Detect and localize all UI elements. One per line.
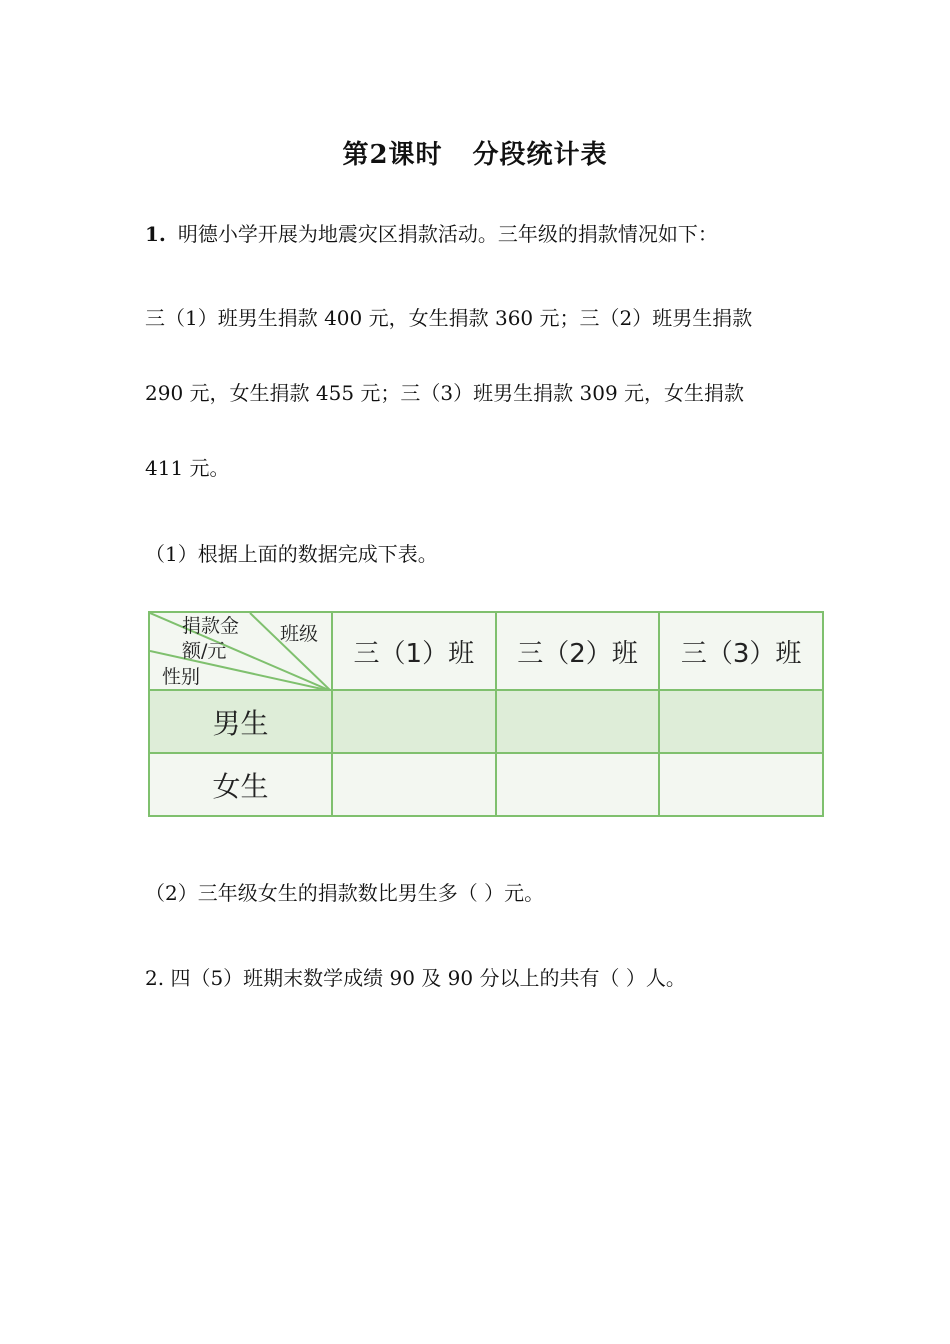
question-1-data-line-2: 290 元，女生捐款 455 元；三（3）班男生捐款 309 元，女生捐款 bbox=[145, 381, 745, 405]
answer-cell-male-class-3[interactable] bbox=[659, 690, 823, 753]
column-header-class-3: 三（3）班 bbox=[659, 612, 823, 690]
corner-amount-label-line-2: 额/元 bbox=[182, 640, 227, 662]
corner-gender-label: 性别 bbox=[162, 666, 201, 688]
donation-table-grid bbox=[148, 611, 824, 817]
page-title bbox=[0, 134, 950, 171]
table-row-male bbox=[149, 690, 823, 753]
row-label-male: 男生 bbox=[149, 690, 332, 753]
column-header-class-2: 三（2）班 bbox=[496, 612, 660, 690]
answer-cell-male-class-2[interactable] bbox=[496, 690, 660, 753]
question-1-number: 1. bbox=[145, 222, 166, 246]
question-1-intro bbox=[145, 218, 718, 247]
table-corner-cell bbox=[149, 612, 332, 690]
lesson-topic: 分段统计表 bbox=[472, 140, 608, 170]
table-header-row bbox=[149, 612, 823, 690]
answer-cell-female-class-1[interactable] bbox=[332, 753, 496, 816]
question-1-intro-text: 明德小学开展为地震灾区捐款活动。三年级的捐款情况如下： bbox=[177, 222, 718, 246]
answer-cell-female-class-3[interactable] bbox=[659, 753, 823, 816]
column-header-class-1: 三（1）班 bbox=[332, 612, 496, 690]
question-2: 2. 四（5）班期末数学成绩 90 及 90 分以上的共有（ ）人。 bbox=[145, 966, 686, 990]
question-1-data-line-1: 三（1）班男生捐款 400 元，女生捐款 360 元；三（2）班男生捐款 bbox=[145, 306, 753, 330]
corner-class-label: 班级 bbox=[280, 623, 319, 645]
corner-amount-label-line-1: 捐款金 bbox=[182, 615, 240, 637]
question-1-sub-1: （1）根据上面的数据完成下表。 bbox=[145, 542, 438, 566]
question-1-sub-2: （2）三年级女生的捐款数比男生多（ ）元。 bbox=[145, 881, 545, 905]
row-label-female: 女生 bbox=[149, 753, 332, 816]
donation-table bbox=[148, 611, 824, 816]
answer-cell-male-class-1[interactable] bbox=[332, 690, 496, 753]
question-1-data-line-3: 411 元。 bbox=[145, 456, 230, 480]
table-row-female bbox=[149, 753, 823, 816]
answer-cell-female-class-2[interactable] bbox=[496, 753, 660, 816]
lesson-number: 第2课时 bbox=[342, 140, 443, 170]
